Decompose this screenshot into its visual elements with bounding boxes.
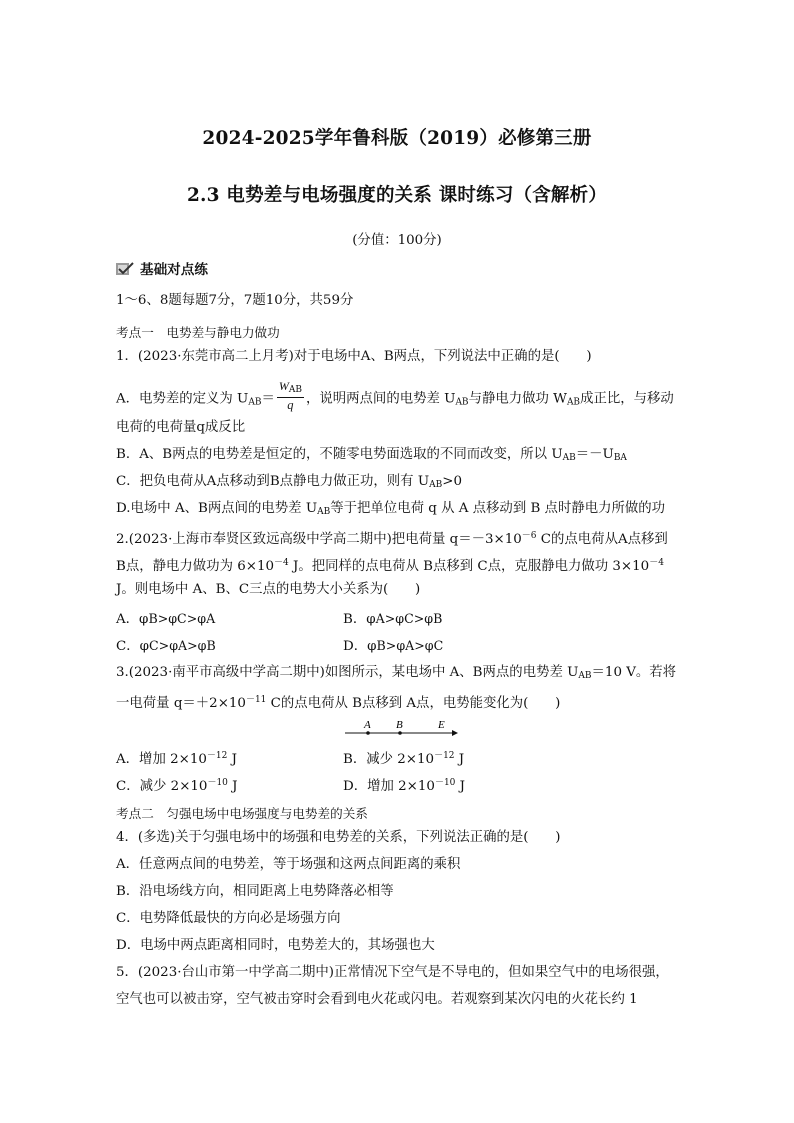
q3-line2: 一电荷量 $q=+2\times 10^{-11}$ C的点电荷从 B点移到 A点，电势能变化为( ) [116,695,561,711]
label-b: B [396,719,403,731]
q2-option-c: C．φC>φA>φB [116,638,216,654]
q2-option-b: B．φA>φC>φB [343,611,443,627]
q5-line1: 5．(2023·台山市第一中学高二期中)正常情况下空气是不导电的，但如果空气中的电场很强， [116,965,669,980]
label-e: E [438,719,445,731]
section-heading [116,258,208,278]
q3-option-b: B．减少 $2\times 10^{-12}$ J [343,751,465,767]
doc-title-line1: 2024-2025学年鲁科版（2019）必修第三册 [202,128,592,149]
score-note: (分值：100分) [352,233,442,248]
section-label: 基础对点练 [140,262,208,278]
q2-line1: 2.(2023·上海市奉贤区致远高级中学高二期中)把电荷量 $q=-3\times 10^{-6}$ C的点电荷从A点移到 [116,531,668,547]
q5-line2: 空气也可以被击穿，空气被击穿时会看到电火花或闪电。若观察到某次闪电的火花长约 1 [116,992,638,1007]
topic-1: 考点一 电势差与静电力做功 [116,325,280,340]
point-a [366,731,370,735]
q4-option-d: D．电场中两点距离相同时，电势差大的，其场强也大 [116,938,435,953]
q1-option-c: C．把负电荷从A点移动到B点静电力做正功，则有 $U_{AB}>0$ [116,474,462,490]
point-b [398,731,402,735]
q1-stem: 1．(2023·东莞市高二上月考)对于电场中A、B两点，下列说法中正确的是( ) [116,349,592,364]
q4-stem: 4．(多选)关于匀强电场中的场强和电势差的关系，下列说法正确的是( ) [116,830,561,845]
q4-option-a: A．任意两点间的电势差，等于场强和这两点间距离的乘积 [116,857,461,872]
q2-option-a: A．φB>φC>φA [116,611,216,627]
q2-line3: J。则电场中 A、B、C三点的电势大小关系为( ) [116,582,421,597]
q1-option-b: B．A、B两点的电势差是恒定的，不随零电势面选取的不同而改变，所以 $U_{AB}=-U_{BA}$ [116,447,627,463]
label-a: A [364,719,371,731]
doc-title-line2: 2.3 电势差与电场强度的关系 课时练习（含解析） [186,185,608,206]
q2-line2: B点，静电力做功为 $6\times 10^{-4}$ J。把同样的点电荷从 B点移到 C点，克服静电力做功 $3\times 10^{-4}$ [116,558,664,574]
arrow-icon [452,730,458,736]
q1-option-d: D.电场中 A、B两点间的电势差 $U_{AB}$等于把单位电荷 q 从 A 点移动到 B 点时静电力所做的功 [116,501,666,517]
q2-option-d: D．φB>φA>φC [343,638,444,654]
topic-2: 考点二 匀强电场中电场强度与电势差的关系 [116,806,368,821]
q1-option-a: A．电势差的定义为 $U_{AB}=$ $\frac{W_{AB}}{q}$ ，说明两点间的电势差 $U_{AB}$与静电力做功 $W_{AB}$成正比，与移动 [116,379,674,412]
checkmark-icon [116,262,134,276]
q1-option-a-cont: 电荷的电荷量q成反比 [116,420,246,435]
q3-field-figure [340,717,460,741]
q3-option-c: C．减少 $2\times 10^{-10}$ J [116,778,238,794]
q3-option-d: D．增加 $2\times 10^{-10}$ J [343,778,466,794]
q3-line1: 3.(2023·南平市高级中学高二期中)如图所示，某电场中 A、B两点的电势差 $U_{AB}=10$ V。若将 [116,665,677,681]
q3-option-a: A．增加 $2\times 10^{-12}$ J [116,751,237,767]
q4-option-c: C．电势降低最快的方向必是场强方向 [116,911,341,926]
section-scoring: 1～6、8题每题7分，7题10分，共59分 [116,293,354,308]
fraction-w-over-q: $\frac{W_{AB}}{q}$ [278,379,302,412]
q4-option-b: B．沿电场线方向，相同距离上电势降落必相等 [116,884,394,899]
